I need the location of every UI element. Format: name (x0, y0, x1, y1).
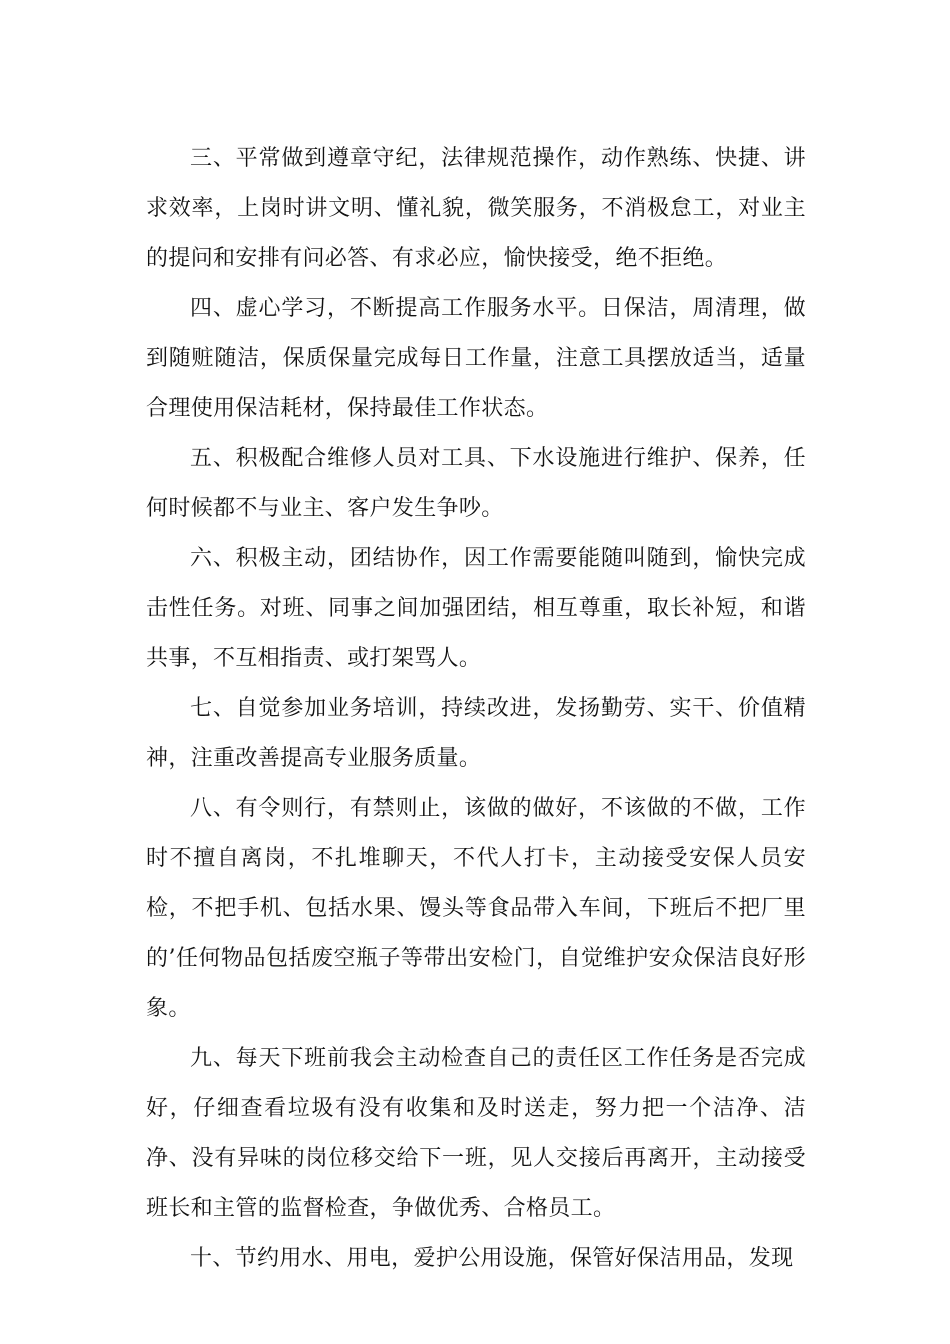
paragraph-7: 七、自觉参加业务培训，持续改进，发扬勤劳、实干、价值精神，注重改善提高专业服务质量。 (146, 696, 806, 771)
paragraph-4: 四、虚心学习，不断提高工作服务水平。日保洁，周清理，做到随赃随洁，保质保量完成每日工作量，注意工具摆放适当，适量合理使用保洁耗材，保持最佳工作状态。 (146, 296, 806, 421)
paragraph-5: 五、积极配合维修人员对工具、下水设施进行维护、保养，任何时候都不与业主、客户发生争吵。 (146, 446, 806, 521)
paragraph-8: 八、有令则行，有禁则止，该做的做好，不该做的不做，工作时不擅自离岗，不扎堆聊天，不代人打卡，主动接受安保人员安检，不把手机、包括水果、馒头等食品带入车间，下班后不把厂里的’任何物品包括废空瓶子等带出安检门，自觉维护安众保洁良好形象。 (146, 796, 806, 1021)
paragraph-3: 三、平常做到遵章守纪，法律规范操作，动作熟练、快捷、讲求效率，上岗时讲文明、懂礼貌，微笑服务，不消极怠工，对业主的提问和安排有问必答、有求必应，愉快接受，绝不拒绝。 (146, 146, 806, 271)
paragraph-10: 十、节约用水、用电，爱护公用设施，保管好保洁用品，发现 (190, 1246, 794, 1271)
paragraph-6: 六、积极主动，团结协作，因工作需要能随叫随到，愉快完成击性任务。对班、同事之间加强团结，相互尊重，取长补短，和谐共事，不互相指责、或打架骂人。 (146, 546, 806, 671)
document-body (146, 134, 806, 1284)
paragraph-9: 九、每天下班前我会主动检查自己的责任区工作任务是否完成好，仔细查看垃圾有没有收集和及时送走，努力把一个洁净、洁净、没有异味的岗位移交给下一班，见人交接后再离开，主动接受班长和主管的监督检查，争做优秀、合格员工。 (146, 1046, 806, 1221)
